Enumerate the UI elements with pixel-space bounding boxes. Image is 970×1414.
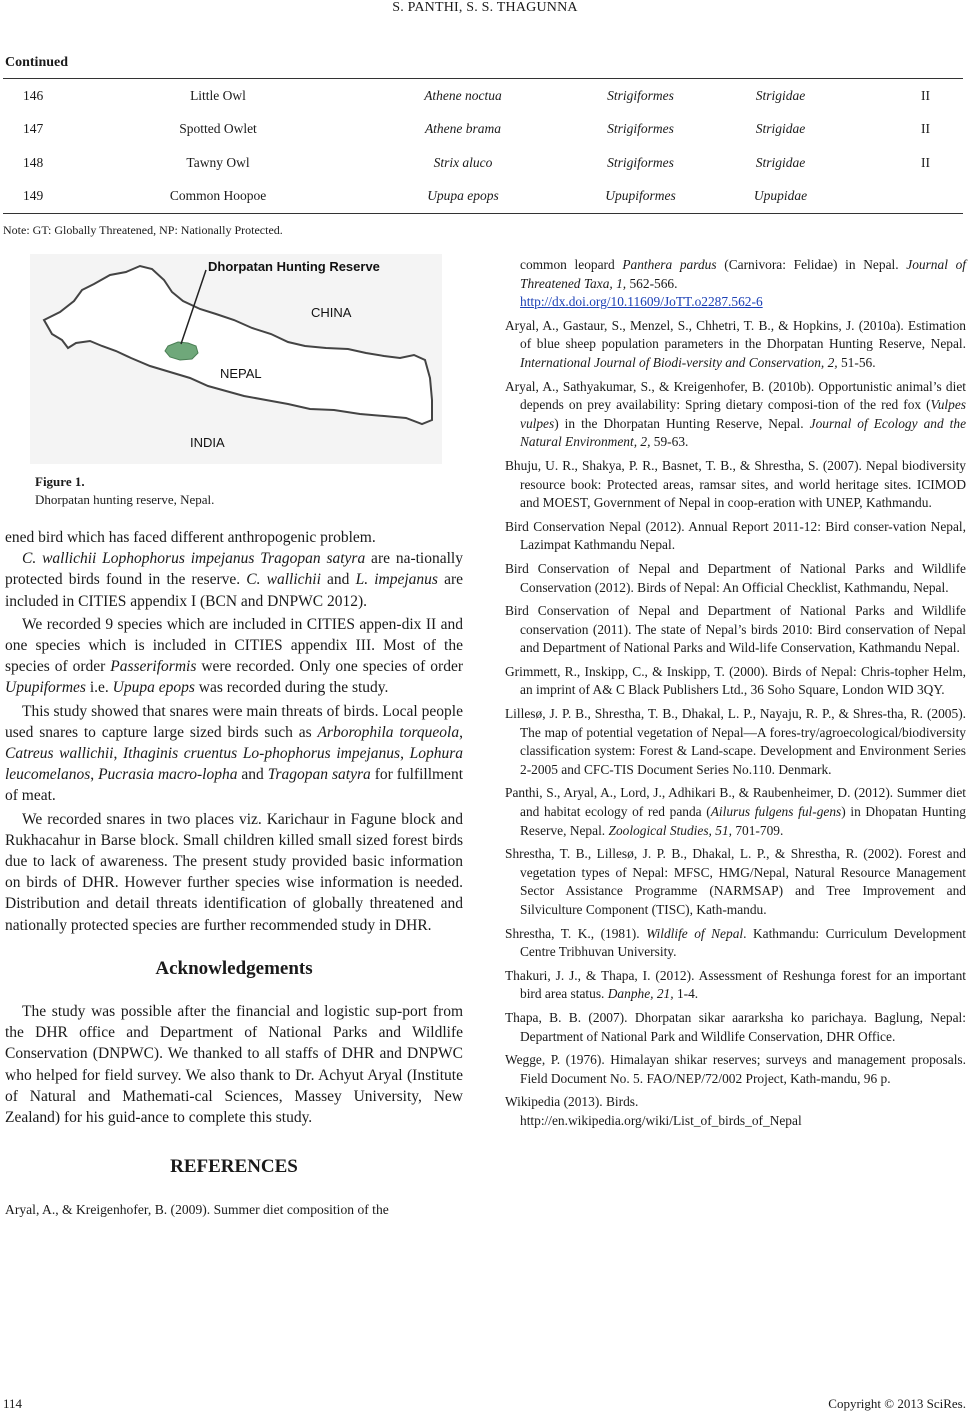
page-number: 114	[3, 1396, 23, 1411]
right-column-references	[505, 256, 966, 1136]
paragraph-2: C. wallichii Lophophorus impejanus Tragopan satyra are na-tionally protected birds found in the reserve. C. wallichii and L. impejanus are included in CITIES appendix I (BCN and DNPWC 2012).	[5, 550, 464, 610]
figure-caption	[35, 473, 214, 509]
table-cell: Spotted Owlet	[179, 121, 257, 137]
reference-entry: Shrestha, T. K., (1981). Wildlife of Nepal. Kathmandu: Curriculum Development Centre Tribhuvan University.	[505, 925, 966, 960]
figure-caption-text: Dhorpatan hunting reserve, Nepal.	[35, 492, 215, 507]
table-caption: Continued	[5, 55, 69, 70]
reference-entry: Bhuju, U. R., Shakya, P. R., Basnet, T. B., & Shrestha, S. (2007). Nepal biodiversity resource book: Protected areas, ramsar sites, and world heritage sites. ICIMOD and MOEST, Government of Nepal in coop-eration with UNEP, Kathmandu.	[505, 457, 966, 511]
table-cell: II	[921, 154, 930, 170]
table-cell: 149	[23, 188, 44, 204]
references-heading: REFERENCES	[170, 1156, 298, 1178]
reference-entry: Aryal, A., Sathyakumar, S., & Kreigenhofer, B. (2010b). Opportunistic animal’s diet depends on prey availability: Spring dietary composi-tion of the red fox (Vulpes vulpes) in the Dhorpatan Hunting Reserve, Nepal. Journal of Ecology and the Natural Environment, 2, 59-63.	[505, 378, 967, 450]
table-cell: II	[921, 121, 930, 137]
reference-entry: Wegge, P. (1976). Himalayan shikar reserves; surveys and management proposals. Field Document No. 5. FAO/NEP/72/002 Project, Kath-mandu, 96 p.	[505, 1052, 966, 1086]
nepal-map	[30, 254, 442, 464]
dhorpatan-reserve-area	[165, 342, 198, 360]
species-table	[3, 78, 963, 214]
table-row	[3, 146, 963, 180]
table-cell: Strigiformes	[607, 87, 674, 103]
table-row	[3, 79, 963, 113]
reference-entry: Bird Conservation Nepal (2012). Annual Report 2011-12: Bird conser-vation Nepal, Lazimpat Kathmandu Nepal.	[505, 518, 966, 553]
table-row	[3, 180, 963, 214]
table-note: Note: GT: Globally Threatened, NP: Nationally Protected.	[3, 223, 283, 237]
copyright: Copyright © 2013 SciRes.	[828, 1396, 966, 1411]
table-cell: 146	[23, 87, 44, 103]
table-cell: 147	[23, 121, 44, 137]
table-cell: Strigidae	[755, 87, 806, 103]
table-cell: Athene brama	[424, 121, 502, 137]
reference-entry: Shrestha, T. B., Lillesø, J. P. B., Dhakal, L. P., & Shrestha, R. (2002). Forest and vegetation types of Nepal: MFSC, HMG/Nepal, Natural Resource Management Sector Assistance Programme (NARMSAP) and Tree Improvement and Silviculture Component (TISC), Kath-mandu.	[505, 846, 966, 917]
reference-entry: Grimmett, R., Inskipp, C., & Inskipp, T. (2000). Birds of Nepal: Chris-topher Helm, an imprint of A& C Black Publishers Ltd., 36 Soho Square, London WID 3QY.	[505, 663, 966, 698]
running-head: S. PANTHI, S. S. THAGUNNA	[392, 0, 578, 15]
reference-entry: Wikipedia (2013). Birds. http://en.wikipedia.org/wiki/List_of_birds_of_Nepal	[505, 1094, 802, 1128]
table-cell: Upupidae	[753, 188, 808, 204]
acknowledgements-heading: Acknowledgements	[155, 957, 313, 979]
table-cell: Strigiformes	[607, 154, 674, 170]
table-cell: II	[921, 87, 930, 103]
reference-entry: Thapa, B. B. (2007). Dhorpatan sikar aararksha ko parichaya. Baglung, Nepal: Department of National Park and Wildlife Conservation, DHR Office.	[505, 1009, 966, 1044]
reference-entry: Bird Conservation of Nepal and Department of National Parks and Wildlife conservation (2011). The state of Nepal’s birds 2010: Bird conservation of Nepal and Department of National Parks and Wild-life Conservation, Kathmandu Nepal.	[505, 603, 966, 656]
table-cell: Strix aluco	[433, 154, 493, 170]
reference-entry: Panthi, S., Aryal, A., Lord, J., Adhikari B., & Raubenheimer, D. (2012). Summer diet and habitat ecology of red panda (Ailurus fulgens ful-gens) in Dhopatan Hunting Reserve, Nepal. Zoological Studies, 51, 701-709.	[505, 785, 967, 838]
paragraph-3: We recorded 9 species which are included in CITIES appen-dix II and one species which is included in CITIES appendix III. Most of the species of order Passeriformis were recorded. Only one species of order Upupiformes i.e. Upupa epops was recorded during the study.	[5, 615, 463, 697]
paragraph-4: This study showed that snares were main threats of birds. Local people used snares to capture large sized birds such as Arborophila torqueola, Catreus wallichii, Ithaginis cruentus Lo-phophorus impejanus, Lophura leucomelanos, Pucrasia macro-lopha and Tragopan satyra for fulfillment of meat.	[5, 702, 464, 805]
left-column	[5, 527, 463, 1221]
reference-entry: Aryal, A., & Kreigenhofer, B. (2009). Summer diet composition of the	[5, 1202, 389, 1218]
table-cell: 148	[23, 154, 44, 170]
acknowledgements-text: The study was possible after the financial and logistic sup-port from the DHR office and Department of National Parks and Wildlife Conservation (DNPWC). We thanked to all staffs of DHR and DNPWC who helped for field survey. We also thank to Dr. Achyut Aryal (Institute of Natural and Mathemati-cal Sciences, Massey University, New Zealand) for his guid-ance to complete this study.	[5, 1003, 463, 1127]
map-label-china: CHINA	[311, 305, 352, 320]
reference-entry: common leopard Panthera pardus (Carnivora: Felidae) in Nepal. Journal of Threatened Taxa, 1, 562-566. http://dx.doi.org/10.11609/JoTT.o2287.562-6	[520, 257, 967, 310]
reference-entry: Thakuri, J. J., & Thapa, I. (2012). Assessment of Reshunga forest for an important bird area status. Danphe, 21, 1-4.	[505, 967, 966, 1002]
table-bottom-rule	[3, 213, 963, 214]
table-body	[3, 79, 963, 213]
paragraph-5: We recorded snares in two places viz. Karichaur in Fagune block and Rukhacahur in Barse block. Small children killed small sized forest birds due to lack of awareness. The present study provided basic information on birds of DHR. However further species wise information is needed. Distribution and detail threats identification of globally threatened and nationally protected species are further recommended study in DHR.	[5, 810, 463, 934]
map-label-nepal: NEPAL	[220, 366, 262, 381]
table-cell: Strigiformes	[607, 121, 674, 137]
reference-entry: Lillesø, J. P. B., Shrestha, T. B., Dhakal, L. P., Nayaju, R. P., & Shres-tha, R. (2005). The map of potential vegetation of Nepal—A fores-try/agroecological/biodiversity classification system: Forest & Land-scape. Development and Environment Series 2-2005 and CFC-TIS Document Series No.110. Denmark.	[505, 706, 966, 777]
map-label-india: INDIA	[190, 435, 225, 450]
map-title: Dhorpatan Hunting Reserve	[208, 259, 380, 274]
table-cell: Little Owl	[190, 87, 246, 103]
table-row	[3, 113, 963, 147]
table-cell: Tawny Owl	[186, 154, 250, 170]
table-cell: Strigidae	[755, 154, 806, 170]
paragraph-1: ened bird which has faced different anthropogenic problem.	[5, 529, 376, 546]
doi-link[interactable]: http://dx.doi.org/10.11609/JoTT.o2287.562-6	[520, 294, 763, 310]
table-cell: Upupiformes	[605, 188, 676, 204]
table-cell: Athene noctua	[424, 87, 502, 103]
reference-entry: Bird Conservation of Nepal and Department of National Parks and Wildlife Conservation (2012). Birds of Nepal: An Official Checklist, Kathmandu, Nepal.	[505, 560, 966, 595]
figure-label: Figure 1.	[35, 474, 85, 489]
nepal-map-figure	[30, 254, 442, 464]
reference-entry: Aryal, A., Gastaur, S., Menzel, S., Chhetri, T. B., & Hopkins, J. (2010a). Estimation of blue sheep population parameters in the Dhorpatan Hunting Reserve, Nepal. International Journal of Biodi-versity and Conservation, 2, 51-56.	[505, 317, 966, 370]
table-cell: Common Hoopoe	[169, 188, 267, 204]
table-cell: Upupa epops	[427, 188, 499, 204]
wikipedia-url[interactable]: http://en.wikipedia.org/wiki/List_of_birds_of_Nepal	[520, 1112, 802, 1128]
table-cell: Strigidae	[755, 121, 806, 137]
table-cell	[853, 180, 963, 214]
